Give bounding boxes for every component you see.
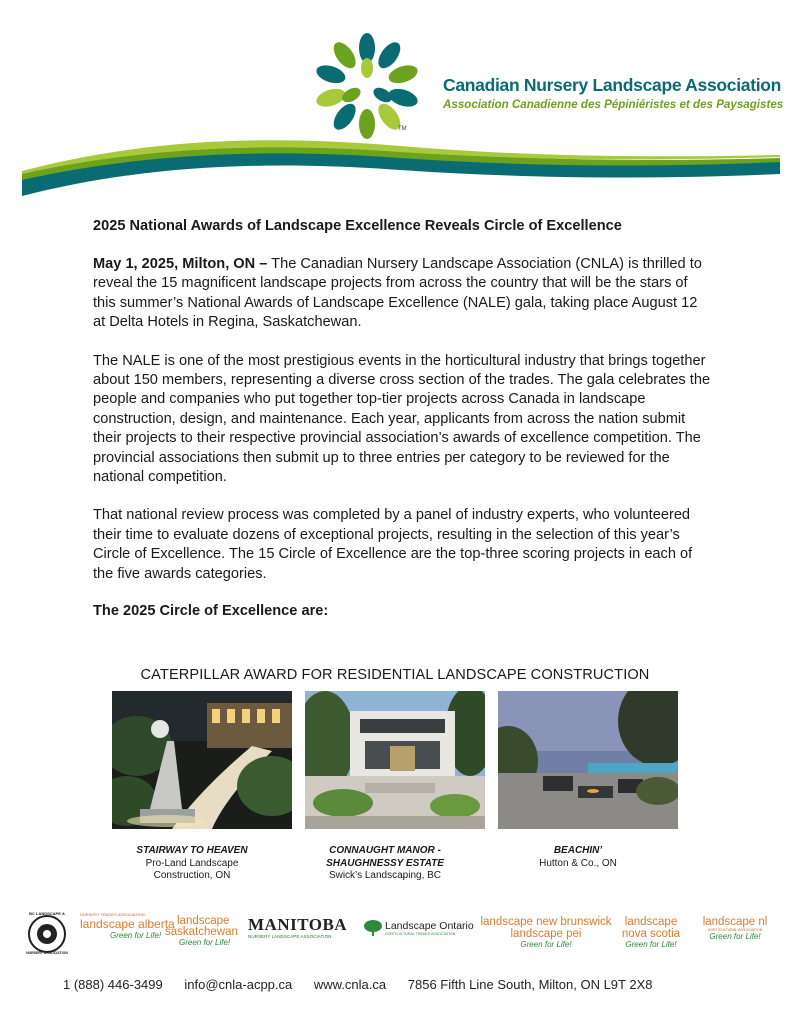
project-company: Swick’s Landscaping, BC [328,870,442,881]
sask-line2: saskatchewan [165,926,238,938]
project-title: STAIRWAY TO HEAVEN [136,845,248,856]
project-photo-stairway [112,691,292,829]
project-photo-connaught [305,691,485,829]
letterhead [0,0,791,200]
ns-tagline: Green for Life! [625,940,677,949]
paragraph-announcement [93,255,713,333]
nl-subtitle: HORTICULTURAL ASSOCIATION [707,928,763,932]
project-photo-beachin [498,691,678,829]
nb-name: landscape new brunswick [480,916,612,928]
modern-manor-garden-image [305,691,485,829]
org-name-english: Canadian Nursery Landscape Association [443,75,782,95]
landscape-saskatchewan-logo [165,916,238,947]
contact-footer [63,977,763,992]
trademark-mark: TM [398,126,407,132]
bc-name-line1: BC LANDSCAPE & [29,911,65,916]
ns-line1: landscape [624,916,678,928]
project-title: BEACHIN’ [553,845,603,856]
project-company: Pro-Land Landscape Construction, ON [145,857,239,881]
manitoba-subtitle: NURSERY LANDSCAPE ASSOCIATION [248,934,332,939]
project-caption-2 [290,845,480,883]
nl-tagline: Green for Life! [709,932,761,941]
footer-website[interactable]: www.cnla.ca [313,977,387,992]
org-name-french: Association Canadienne des Pépiniéristes et des Paysagistes [443,98,784,111]
circle-of-excellence-heading: The 2025 Circle of Excellence are: [93,603,329,620]
project-title: CONNAUGHT MANOR - SHAUGHNESSY ESTATE [326,845,444,869]
landscape-nl-logo [695,916,775,941]
night-garden-sculpture-image [112,691,292,829]
project-caption-3 [483,845,673,870]
landscape-nova-scotia-logo [620,916,682,949]
bc-name-line2: NURSERY ASSOCIATION [26,951,68,955]
landscape-ontario-logo [363,920,474,936]
paragraph-review-process: That national review process was completed by a panel of industry experts, who volunteered their time to evaluate dozens of exceptional projects, resulting in the selection of this year’s Circle of Excellence. The 15 Circle of Excellence are the top-three scoring projects in each of the five awards categories. [93,507,693,582]
nl-name: landscape nl [702,916,768,928]
cnla-leaf-logo-icon [312,28,422,140]
ontario-name: Landscape Ontario [385,920,474,932]
page-title: 2025 National Awards of Landscape Excellence Reveals Circle of Excellence [93,218,622,234]
project-company: Hutton & Co., ON [539,857,617,869]
sask-line1: landscape [177,915,230,927]
bc-landscape-logo [22,911,72,955]
manitoba-name: MANITOBA [248,915,348,934]
project-caption-1 [97,845,287,883]
manitoba-logo [248,916,347,939]
paragraph-announcement-text: The Canadian Nursery Landscape Association (CNLA) is thrilled to reveal the 15 magnificent landscape projects from across the country that will be the stars of this summer’s National Awards of Landscape Excellence (NALE) gala, taking place August 12 at Delta Hotels in Regina, Saskatchewan. [93,256,702,331]
footer-email[interactable]: info@cnla-acpp.ca [184,977,293,992]
nb-tagline: Green for Life! [520,940,572,949]
bc-flower-badge-icon [22,914,72,954]
dateline: May 1, 2025, Milton, ON – [93,256,268,272]
pool-patio-dusk-image [498,691,678,829]
paragraph-about-nale: The NALE is one of the most prestigious events in the horticultural industry that brings together about 150 members, representing a diverse cross section of the trades. The gala celebrates the people and companies who put together top-tier projects across Canada in landscape construction, design, and maintenance. Each year, applicants from across the nation submit their projects to their respective provincial association’s awards of excellence competition. The provincial associations then submit up to three entries per category to be reviewed for the national competition. [93,352,711,486]
ontario-subtitle: HORTICULTURAL TRADES ASSOCIATION [385,932,456,936]
alberta-small-text: NURSERY TRADES ASSOCIATION [80,912,145,917]
press-release-body [93,217,713,637]
landscape-alberta-logo [80,912,175,940]
pei-name: landscape pei [510,928,582,940]
landscape-nb-pei-logo [480,916,612,949]
ns-line2: nova scotia [621,928,681,940]
footer-phone: 1 (888) 446-3499 [63,977,163,992]
sask-tagline: Green for Life! [179,938,231,947]
alberta-name: landscape alberta [80,917,175,931]
alberta-tagline: Green for Life! [110,931,162,940]
header-swoosh-graphic [0,140,791,200]
ontario-tree-icon [363,920,383,936]
award-category-title: CATERPILLAR AWARD FOR RESIDENTIAL LANDSCAPE CONSTRUCTION [140,667,650,683]
provincial-associations-row [20,910,780,966]
footer-address: 7856 Fifth Line South, Milton, ON L9T 2X8 [407,977,653,992]
